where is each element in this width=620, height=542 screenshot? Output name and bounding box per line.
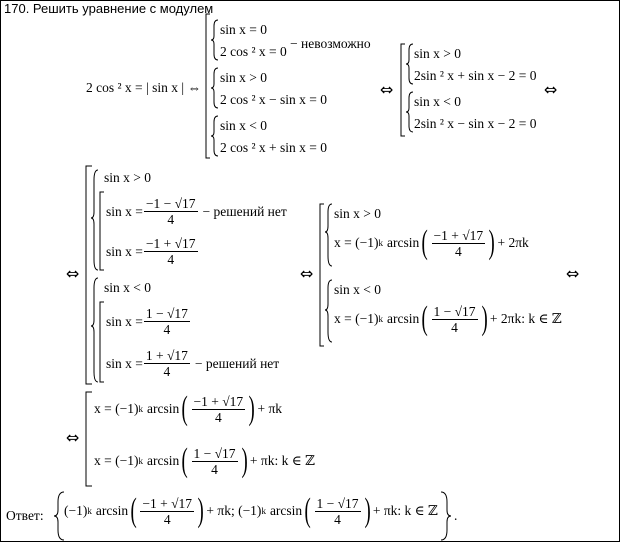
step2-b-r2-frac xyxy=(144,348,190,379)
step1-brace-2 xyxy=(211,68,218,108)
step3-sol1-frac xyxy=(192,394,246,425)
answer-body: (−1) k arcsin ( $\frac{-1 + √17}{4}$ ) + πk; (−1) k arcsin ( $\frac{1 - √17}{4}$ ) + πk: k ∈ ℤ xyxy=(64,492,438,529)
answer-end: . xyxy=(454,508,458,523)
step2-c-sol1: x = (−1) k arcsin ( $\frac{-1 + √17}{4}$ ) + 2πk xyxy=(334,224,529,261)
step2-c-cond2: sin x < 0 xyxy=(334,282,381,297)
step1-lhs: 2 cos ² x = | sin x | ⇔ xyxy=(86,80,201,95)
answer-tail2: + πk: k ∈ ℤ xyxy=(372,503,438,518)
step2-c-sol2: x = (−1) k arcsin ( $\frac{1 - √17}{4}$ ) + 2πk: k ∈ ℤ xyxy=(334,300,562,337)
answer-p1: (−1) xyxy=(64,503,88,518)
step1-brace-1 xyxy=(211,20,218,60)
step2-c-sol1-den: 4 xyxy=(454,243,462,259)
answer-brace-left xyxy=(54,492,64,540)
step2-brace-b xyxy=(91,278,98,382)
step3-sol2-lhs: x = (−1) xyxy=(94,453,139,468)
step2-a-r1-note: − решений нет xyxy=(202,203,287,219)
step3-sol2: x = (−1) k arcsin ( $\frac{1 - √17}{4}$ ) + πk: k ∈ ℤ xyxy=(94,442,315,479)
step2-a-r1-lhs: sin x = xyxy=(106,203,143,219)
answer-den2: 4 xyxy=(334,511,341,527)
step2-arrow: ⇔ xyxy=(66,264,80,283)
answer-label: Ответ: xyxy=(6,508,44,523)
answer-frac1 xyxy=(140,496,194,527)
step2-b-r1-frac xyxy=(144,306,190,337)
step3-sol1-tail: + πk xyxy=(257,401,283,416)
step1-brace-3 xyxy=(211,116,218,156)
step3-bracket xyxy=(86,392,92,486)
step3-sol1: x = (−1) k arcsin ( $\frac{-1 + √17}{4}$ ) + πk xyxy=(94,390,283,427)
answer-num1: −1 + √17 xyxy=(142,495,193,511)
step1-sys1-c2: 2sin ² x + sin x − 2 = 0 xyxy=(414,68,537,83)
step2-a-r2-lhs: sin x = xyxy=(106,243,143,259)
step1-case1-note: − невозможно xyxy=(290,36,371,51)
step3-sol1-lhs: x = (−1) xyxy=(94,401,139,416)
step2-a-row1 xyxy=(106,196,287,227)
step3-sol1-num: −1 + √17 xyxy=(193,393,244,409)
step2-c-sol1-frac xyxy=(432,228,486,259)
step2-c-sol1-k: k xyxy=(378,238,383,248)
step2-b-r2-note: − решений нет xyxy=(194,355,280,371)
step3-sol2-k: k xyxy=(138,456,143,466)
step1-case1-c1: sin x = 0 xyxy=(220,22,267,37)
step3-sol2-frac xyxy=(192,446,238,477)
step3-arrow: ⇔ xyxy=(66,428,80,447)
step3-sol2-tail: + πk: k ∈ ℤ xyxy=(249,453,315,468)
step1-sys2-c2: 2sin ² x − sin x − 2 = 0 xyxy=(414,116,537,131)
step1-sys1-c1: sin x > 0 xyxy=(414,46,461,61)
step1b-brace-1 xyxy=(406,44,413,84)
step2-c-sol1-lhs: x = (−1) xyxy=(334,235,379,250)
step2-a-r2-num: −1 + √17 xyxy=(145,236,196,251)
answer-num2: 1 − √17 xyxy=(316,495,359,511)
step2c-bracket xyxy=(320,204,324,346)
step2-c-sol2-lhs: x = (−1) xyxy=(334,311,379,326)
answer-brace-right xyxy=(441,492,451,540)
step2-brace-a xyxy=(91,170,98,270)
step2-a-r2-den: 4 xyxy=(167,252,175,267)
step3-sol1-k: k xyxy=(138,404,143,414)
step2c-brace-2 xyxy=(325,280,332,342)
answer-k2: k xyxy=(261,506,266,516)
step1b-brace-2 xyxy=(406,92,413,132)
step3-sol2-den: 4 xyxy=(211,461,218,477)
step1-arrow-end: ⇔ xyxy=(544,80,558,99)
step2-a-r1-den: 4 xyxy=(167,212,175,227)
step2-c-cond1: sin x > 0 xyxy=(334,206,381,221)
step2-bracket-a xyxy=(100,192,104,270)
step1-case2-c2: 2 cos ² x − sin x = 0 xyxy=(220,92,328,107)
step2-bracket-b xyxy=(100,302,104,382)
step2-arrow-end: ⇔ xyxy=(566,264,580,283)
step2-a-r1-frac xyxy=(144,196,198,227)
step2-b-row2 xyxy=(106,348,279,379)
step2-c-sol2-fn: arcsin xyxy=(386,311,420,326)
step3-sol2-num: 1 − √17 xyxy=(193,445,236,461)
answer-k1: k xyxy=(87,506,92,516)
step2-b-r1-num: 1 − √17 xyxy=(145,306,188,321)
step2c-brace-1 xyxy=(325,204,332,266)
answer-frac2 xyxy=(315,496,361,527)
step1-bracket xyxy=(206,14,210,158)
step1-arrow-mid: ⇔ xyxy=(380,80,394,99)
step2-b-r2-lhs: sin x = xyxy=(106,355,143,371)
step2-arrow-mid: ⇔ xyxy=(300,264,314,283)
answer-tail1: + πk; (−1) xyxy=(206,503,262,518)
step2-c-sol2-tail: + 2πk: k ∈ ℤ xyxy=(489,311,562,326)
step2-c-sol2-num: 1 − √17 xyxy=(433,303,476,319)
step3-sol2-fn: arcsin xyxy=(146,453,180,468)
step2-c-sol2-k: k xyxy=(378,314,383,324)
step3-sol1-den: 4 xyxy=(214,409,222,425)
step1-case1-c2: 2 cos ² x = 0 xyxy=(220,44,287,59)
step2-b-r1-lhs: sin x = xyxy=(106,313,143,329)
answer-fn2: arcsin xyxy=(269,503,303,518)
step2-bracket xyxy=(86,166,92,384)
step2-c-sol1-fn: arcsin xyxy=(386,235,420,250)
step2-b-row1 xyxy=(106,306,191,337)
step2-b-r2-num: 1 + √17 xyxy=(145,348,188,363)
step1-case3-c1: sin x < 0 xyxy=(220,118,267,133)
step3-sol1-fn: arcsin xyxy=(146,401,180,416)
problem-title: 170. Решить уравнение с модулем xyxy=(4,1,214,16)
step2-b-r2-den: 4 xyxy=(163,364,171,379)
step2-a-row2 xyxy=(106,236,199,267)
step2-a-cond: sin x > 0 xyxy=(104,170,151,185)
step1b-bracket xyxy=(401,44,405,136)
answer-fn1: arcsin xyxy=(95,503,129,518)
step2-c-sol1-tail: + 2πk xyxy=(497,235,529,250)
step1-case3-c2: 2 cos ² x + sin x = 0 xyxy=(220,140,328,155)
step1-sys2-c1: sin x < 0 xyxy=(414,94,461,109)
answer-den1: 4 xyxy=(163,511,171,527)
step2-c-sol1-num: −1 + √17 xyxy=(433,227,484,243)
step1-case2-c1: sin x > 0 xyxy=(220,70,267,85)
step2-b-r1-den: 4 xyxy=(163,322,171,337)
step2-b-cond: sin x < 0 xyxy=(104,280,151,295)
step2-a-r2-frac xyxy=(144,236,198,267)
step2-c-sol2-den: 4 xyxy=(451,319,458,335)
step2-c-sol2-frac xyxy=(432,304,478,335)
step2-a-r1-num: −1 − √17 xyxy=(145,196,196,211)
